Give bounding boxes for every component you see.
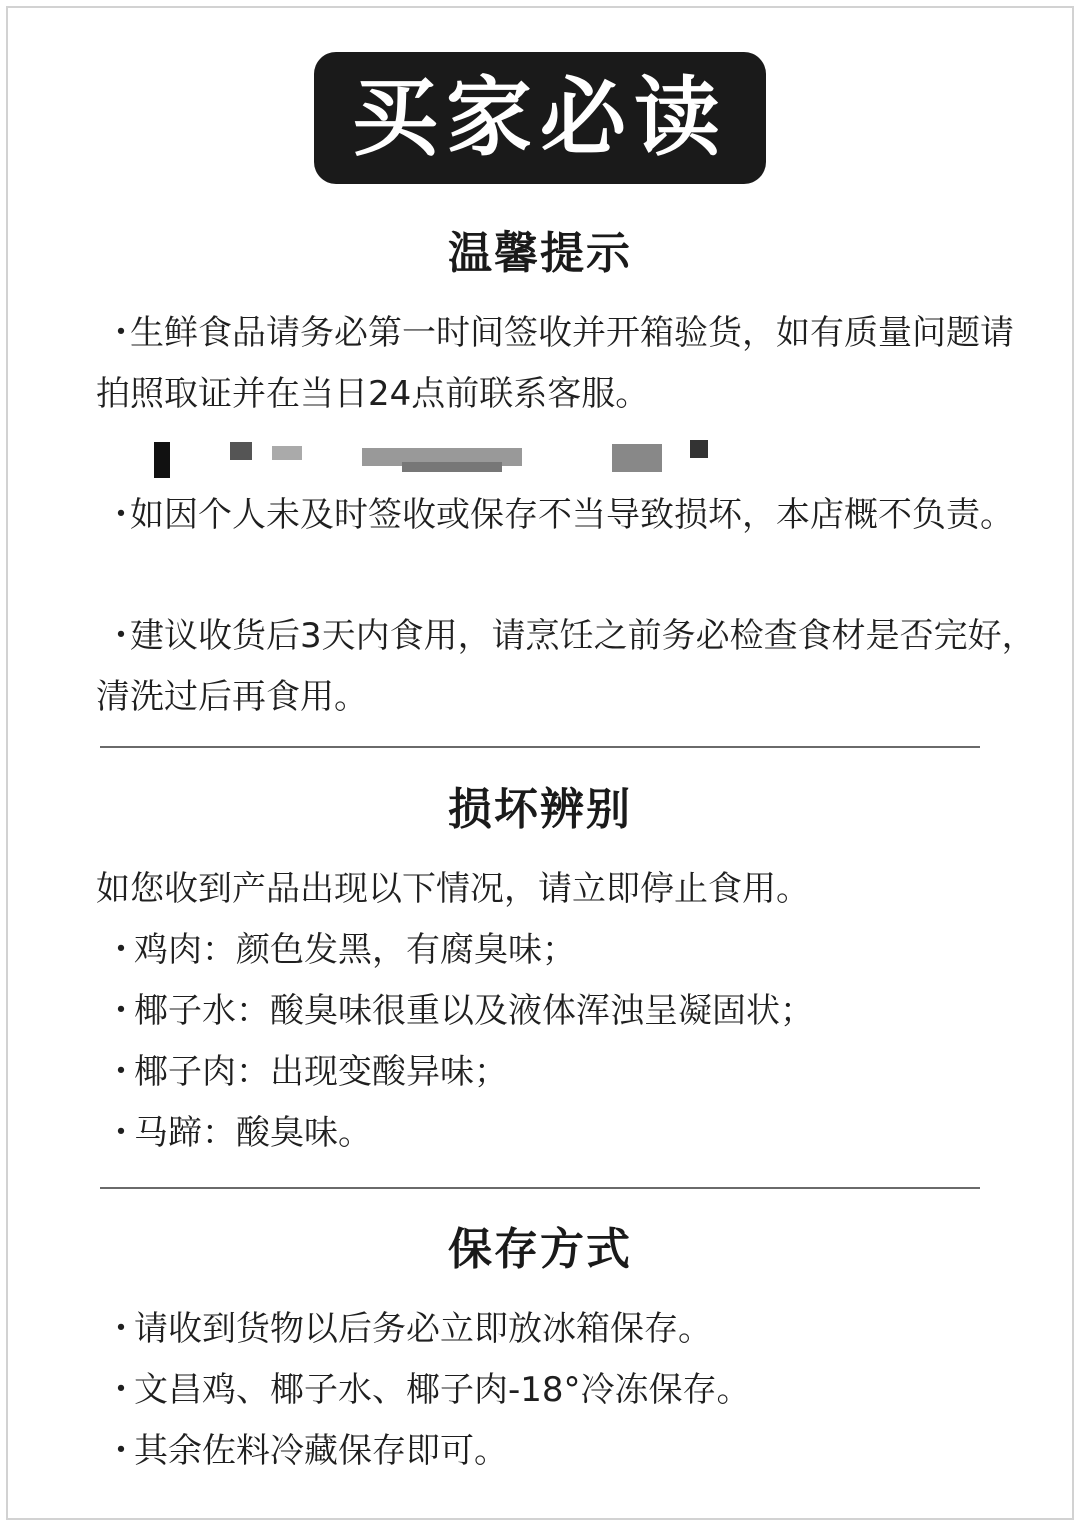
- title-banner: [314, 52, 766, 184]
- tips-item-1-text: 生鲜食品请务必第一时间签收并开箱验货，如有质量问题请拍照取证并在当日24点前联系客服。: [96, 313, 1014, 414]
- bullet-icon: ・: [104, 1370, 138, 1410]
- damage-item-4-text: 马蹄：酸臭味。: [134, 1113, 372, 1153]
- bullet-icon: ・: [104, 930, 138, 970]
- bullet-icon: ・: [104, 1052, 138, 1092]
- storage-item-3: [104, 1421, 1044, 1482]
- bullet-icon: ・: [104, 313, 138, 353]
- redacted-text: [112, 434, 732, 480]
- bullet-icon: ・: [104, 1113, 138, 1153]
- section-divider: [100, 746, 980, 748]
- bullet-icon: ・: [104, 1431, 138, 1471]
- storage-item-1-text: 请收到货物以后务必立即放冰箱保存。: [134, 1309, 712, 1349]
- bullet-icon: ・: [104, 991, 138, 1031]
- damage-item-2-text: 椰子水：酸臭味很重以及液体浑浊呈凝固状；: [134, 991, 814, 1031]
- damage-item-3-text: 椰子肉：出现变酸异味；: [134, 1052, 508, 1092]
- tips-item-3: [96, 606, 1040, 728]
- tips-item-3-text: 建议收货后3天内食用，请烹饪之前务必检查食材是否完好，清洗过后再食用。: [96, 616, 1036, 717]
- section-divider: [100, 1187, 980, 1189]
- tips-title: 温馨提示: [448, 228, 632, 279]
- damage-item-3: [104, 1042, 1044, 1103]
- storage-item-1: [104, 1299, 1044, 1360]
- bullet-icon: ・: [104, 616, 138, 656]
- tips-item-1: [96, 303, 1040, 425]
- tips-item-2-text: 如因个人未及时签收或保存不当导致损坏，本店概不负责。: [130, 495, 1014, 535]
- storage-title: 保存方式: [448, 1224, 632, 1275]
- tips-item-2: [96, 485, 1040, 546]
- damage-item-1-text: 鸡肉：颜色发黑，有腐臭味；: [134, 930, 576, 970]
- damage-item-4: [104, 1103, 1044, 1164]
- damage-title: 损坏辨别: [448, 784, 632, 835]
- damage-item-2: [104, 981, 1044, 1042]
- damage-item-1: [104, 920, 1044, 981]
- bullet-icon: ・: [104, 1309, 138, 1349]
- banner-title: 买家必读: [352, 68, 728, 168]
- storage-item-2-text: 文昌鸡、椰子水、椰子肉-18°冷冻保存。: [134, 1370, 751, 1410]
- storage-item-2: [104, 1360, 1044, 1421]
- storage-item-3-text: 其余佐料冷藏保存即可。: [134, 1431, 508, 1471]
- bullet-icon: ・: [104, 495, 138, 535]
- damage-intro: 如您收到产品出现以下情况，请立即停止食用。: [96, 869, 810, 909]
